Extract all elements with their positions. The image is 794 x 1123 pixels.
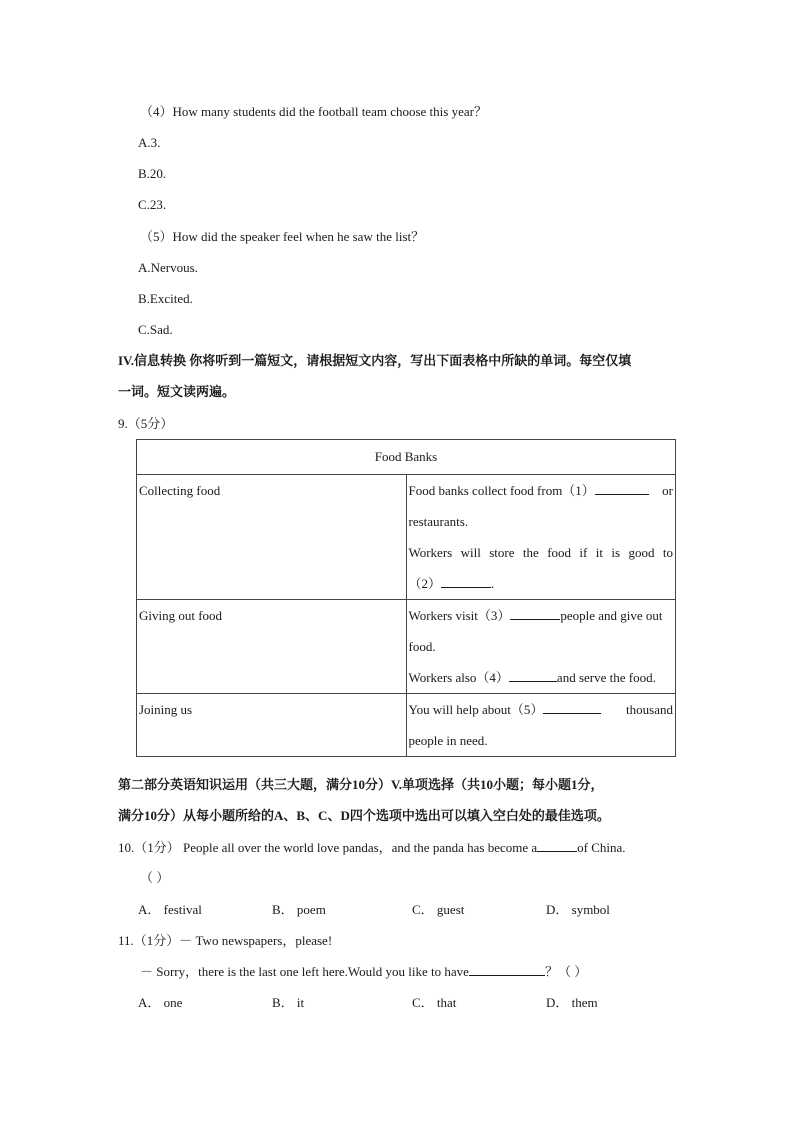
giving-line2: food. bbox=[408, 639, 436, 654]
q4-option-b: B.20. bbox=[138, 166, 167, 181]
q11-option-d: D． them bbox=[546, 995, 598, 1010]
blank-2-suffix: . bbox=[491, 576, 495, 591]
q10-stem bbox=[118, 839, 626, 856]
q11-line2-text: － Sorry，there is the last one left here.Would you like to have bbox=[140, 964, 469, 979]
q10-option-b: B． poem bbox=[272, 902, 326, 917]
table-row bbox=[137, 694, 676, 757]
part2-instruction-line1: 第二部分英语知识运用（共三大题，满分10分）V.单项选择（共10小题；每小题1分， bbox=[118, 777, 604, 792]
blank-3-prefix: Workers visit（3） bbox=[408, 608, 511, 623]
q5-option-c: C.Sad. bbox=[138, 322, 173, 337]
blank-2-prefix: （2） bbox=[408, 576, 442, 591]
row-label-collecting: Collecting food bbox=[137, 475, 407, 600]
q5-option-b: B.Excited. bbox=[138, 291, 193, 306]
q4-option-a: A.3. bbox=[138, 135, 161, 150]
section4-instruction-line2: 一词。短文读两遍。 bbox=[118, 384, 236, 399]
blank-1-suffix: or bbox=[662, 483, 673, 498]
q11-stem: 11.（1分）－ Two newspapers，please! bbox=[118, 933, 333, 948]
q10-option-c: C． guest bbox=[412, 902, 465, 917]
q5-stem: （5）How did the speaker feel when he saw the list？ bbox=[140, 229, 425, 244]
row-label-giving: Giving out food bbox=[137, 600, 407, 694]
q10-stem-text: 10.（1分） People all over the world love pandas，and the panda has become a bbox=[118, 840, 538, 855]
q10-answer-paren: （ ） bbox=[140, 870, 170, 885]
q10-stem-end: of China. bbox=[577, 840, 626, 855]
section4-instruction-line1: IV.信息转换 你将听到一篇短文，请根据短文内容，写出下面表格中所缺的单词。每空仅填 bbox=[118, 353, 632, 368]
q11-line2 bbox=[140, 963, 587, 980]
q10-option-a: A． festival bbox=[138, 902, 202, 917]
blank-5 bbox=[543, 701, 601, 714]
blank-3-suffix: people and give out bbox=[560, 608, 663, 623]
q11-option-c: C． that bbox=[412, 995, 457, 1010]
q10-blank bbox=[537, 839, 577, 852]
blank-1-prefix: Food banks collect food from（1） bbox=[408, 483, 595, 498]
blank-1 bbox=[595, 482, 649, 495]
joining-line2: people in need. bbox=[408, 733, 488, 748]
q11-option-a: A． one bbox=[138, 995, 183, 1010]
q11-blank bbox=[469, 963, 545, 976]
q5-option-a: A.Nervous. bbox=[138, 260, 198, 275]
q4-stem: （4）How many students did the football team choose this year？ bbox=[140, 104, 487, 119]
row-label-joining: Joining us bbox=[137, 694, 407, 757]
q9-label: 9.（5分） bbox=[118, 416, 174, 431]
blank-3 bbox=[510, 607, 560, 620]
table-row bbox=[137, 600, 676, 694]
blank-4-suffix: and serve the food. bbox=[556, 670, 656, 685]
q10-option-d: D． symbol bbox=[546, 902, 610, 917]
table-row bbox=[137, 475, 676, 600]
row-content-collecting bbox=[406, 475, 676, 600]
blank-4 bbox=[509, 669, 557, 682]
part2-instruction-line2: 满分10分）从每小题所给的A、B、C、D四个选项中选出可以填入空白处的最佳选项。 bbox=[118, 808, 610, 823]
blank-4-prefix: Workers also（4） bbox=[408, 670, 509, 685]
q11-line2-end: ？（ ） bbox=[544, 964, 588, 979]
blank-5-prefix: You will help about（5） bbox=[408, 702, 544, 717]
row-content-joining bbox=[406, 694, 676, 757]
row-content-giving bbox=[406, 600, 676, 694]
blank-5-suffix: thousand bbox=[626, 702, 673, 717]
table-title: Food Banks bbox=[137, 440, 676, 475]
food-banks-table bbox=[136, 439, 676, 757]
blank-2 bbox=[441, 575, 491, 588]
collecting-line2: restaurants. bbox=[408, 514, 469, 529]
q4-option-c: C.23. bbox=[138, 197, 167, 212]
collecting-line3: Workers will store the food if it is good to bbox=[408, 545, 673, 560]
q11-option-b: B． it bbox=[272, 995, 305, 1010]
